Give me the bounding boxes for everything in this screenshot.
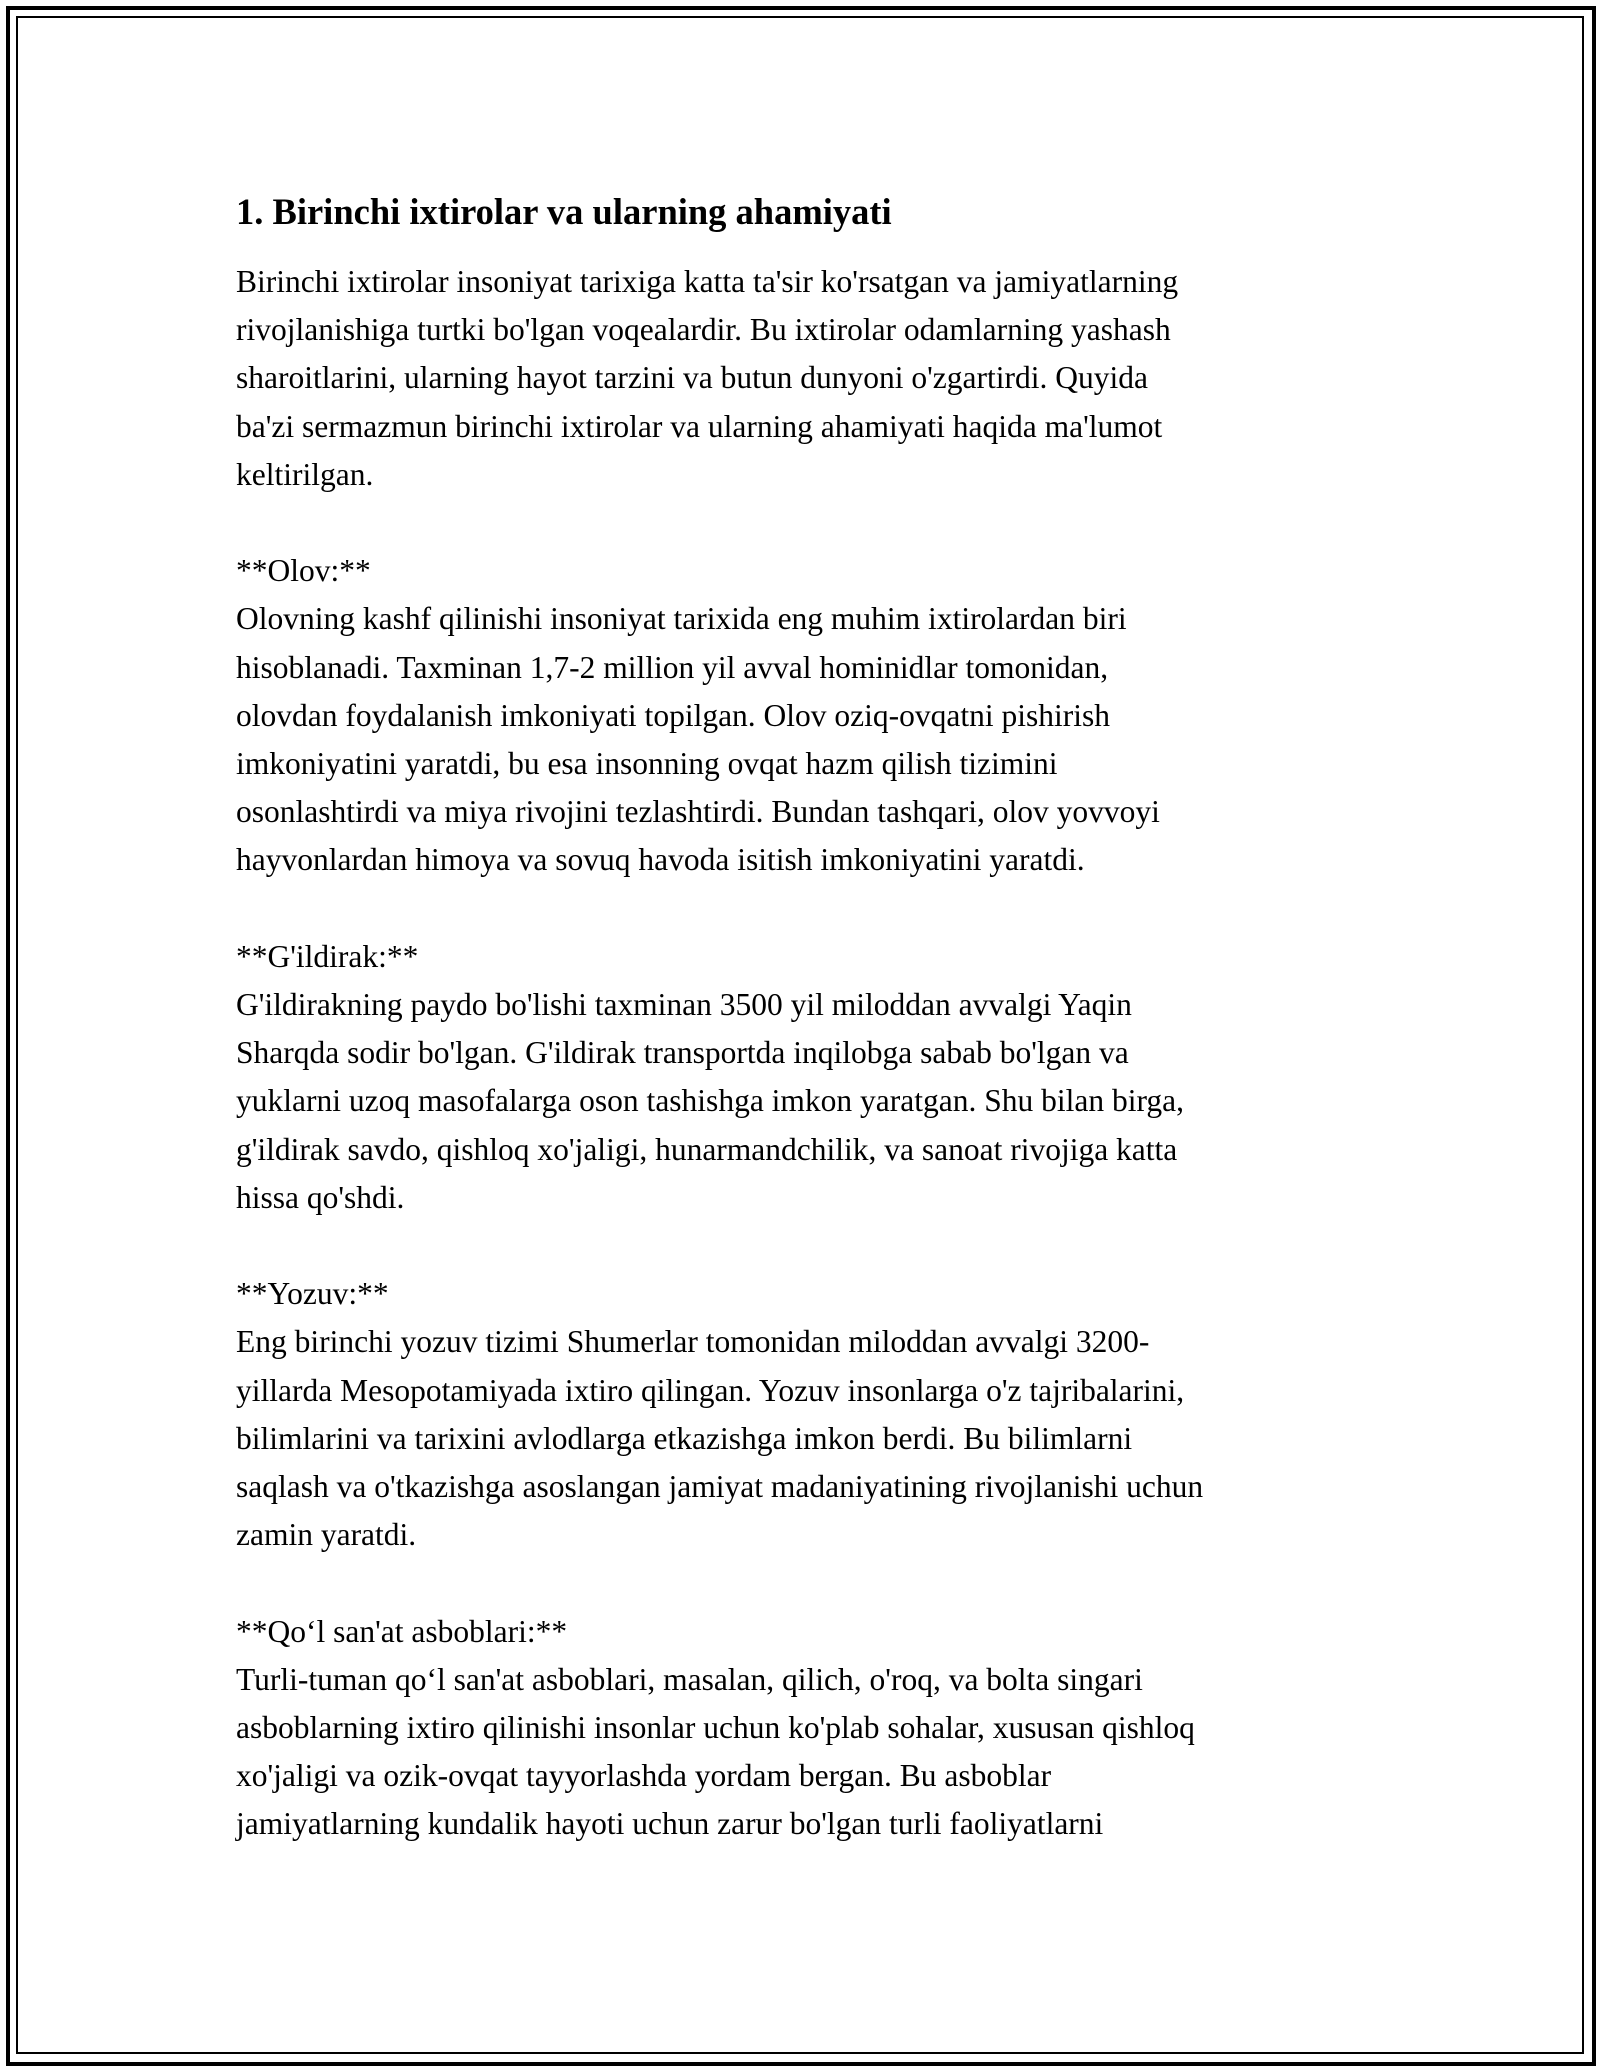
section-label-olov: **Olov:** [236, 553, 371, 589]
section-heading: 1. Birinchi ixtirolar va ularning ahamiyati [236, 191, 892, 232]
paragraph-gap [236, 499, 1376, 547]
document-body [236, 188, 1376, 1849]
paragraph-gap [236, 885, 1376, 933]
body-text [236, 258, 1376, 1849]
section-label-qol-sanat-asboblari: **Qo‘l san'at asboblari:** [236, 1613, 568, 1649]
section-text-gildirak: G'ildirakning paydo bo'lishi taxminan 3500 yil miloddan avvalgi Yaqin Sharqda sodir bo'lgan. G'ildirak transportda inqilobga sabab bo'lgan va yuklarni uzoq masofalarga oson tashishga imkon yaratgan. Shu bilan birga, g'ildirak savdo, qishloq xo'jaligi, hunarmandchilik, va sanoat rivojiga katta hissa qo'shdi. [236, 987, 1185, 1215]
section-label-yozuv: **Yozuv:** [236, 1276, 389, 1312]
paragraph-gap [236, 1222, 1376, 1270]
section-text-yozuv: Eng birinchi yozuv tizimi Shumerlar tomonidan miloddan avvalgi 3200- yillarda Mesopotamiyada ixtiro qilingan. Yozuv insonlarga o'z tajribalarini, bilimlarini va tarixini avlodlarga etkazishga imkon berdi. Bu bilimlarni saqlash va o'tkazishga asoslangan jamiyat madaniyatining rivojlanishi uchun zamin yaratdi. [236, 1324, 1204, 1553]
intro-paragraph: Birinchi ixtirolar insoniyat tarixiga katta ta'sir ko'rsatgan va jamiyatlarning rivojlanishiga turtki bo'lgan voqealardir. Bu ixtirolar odamlarning yashash sharoitlarini, ularning hayot tarzini va butun dunyoni o'zgartirdi. Quyida ba'zi sermazmun birinchi ixtirolar va ularning ahamiyati haqida ma'lumot keltirilgan. [236, 264, 1179, 492]
section-text-olov: Olovning kashf qilinishi insoniyat tarixida eng muhim ixtirolardan biri hisoblanadi. Taxminan 1,7-2 million yil avval hominidlar tomonidan, olovdan foydalanish imkoniyati topilgan. Olov oziq-ovqatni pishirish imkoniyatini yaratdi, bu esa insonning ovqat hazm qilish tizimini osonlashtirdi va miya rivojini tezlashtirdi. Bundan tashqari, olov yovvoyi hayvonlardan himoya va sovuq havoda isitish imkoniyatini yaratdi. [236, 601, 1160, 878]
section-text-qol-sanat-asboblari: Turli-tuman qo‘l san'at asboblari, masalan, qilich, o'roq, va bolta singari asboblarning ixtiro qilinishi insonlar uchun ko'plab sohalar, xususan qishloq xo'jaligi va ozik-ovqat tayyorlashda yordam bergan. Bu asboblar jamiyatlarning kundalik hayoti uchun zarur bo'lgan turli faoliyatlarni [236, 1661, 1195, 1842]
section-label-gildirak: **G'ildirak:** [236, 938, 419, 974]
paragraph-gap [236, 1559, 1376, 1607]
